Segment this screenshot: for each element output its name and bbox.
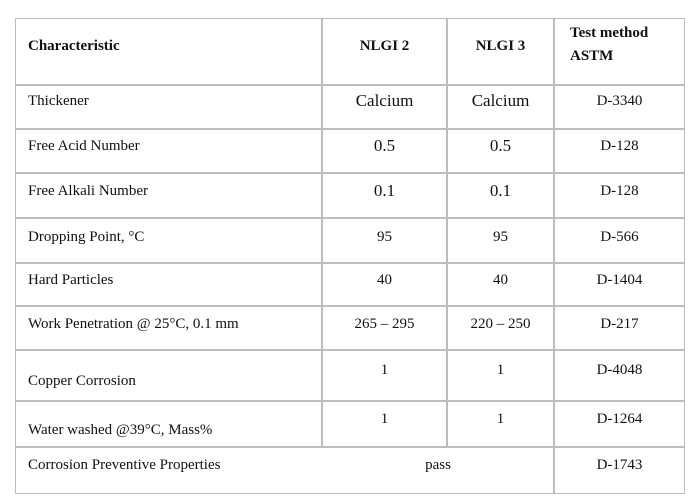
- cell-nlgi3: 0.5: [489, 136, 512, 155]
- cell-characteristic: Water washed @39°C, Mass%: [28, 422, 213, 438]
- cell-characteristic: Corrosion Preventive Properties: [28, 457, 221, 473]
- row-divider: [15, 84, 685, 86]
- cell-nlgi3: 95: [493, 229, 508, 245]
- cell-nlgi2: 95: [377, 229, 392, 245]
- row-divider: [15, 305, 685, 307]
- row-divider: [15, 446, 685, 448]
- cell-characteristic: Hard Particles: [28, 272, 114, 288]
- cell-characteristic: Free Alkali Number: [28, 183, 148, 199]
- cell-characteristic: Work Penetration @ 25°C, 0.1 mm: [28, 316, 239, 332]
- table-border-left: [15, 18, 16, 494]
- cell-merged-value: pass: [425, 457, 451, 473]
- row-divider: [15, 400, 685, 402]
- cell-nlgi2: 0.5: [373, 136, 396, 155]
- row-divider: [15, 262, 685, 264]
- cell-characteristic: Copper Corrosion: [28, 373, 136, 389]
- cell-astm: D-566: [600, 229, 639, 245]
- cell-nlgi2: 1: [380, 362, 389, 378]
- cell-nlgi2: 40: [377, 272, 392, 288]
- cell-characteristic: Thickener: [28, 93, 89, 109]
- cell-astm: D-128: [600, 138, 639, 154]
- cell-astm: D-217: [600, 316, 639, 332]
- header-nlgi2: NLGI 2: [359, 38, 410, 54]
- cell-nlgi3: 1: [496, 362, 505, 378]
- cell-nlgi3: 40: [493, 272, 508, 288]
- cell-characteristic: Free Acid Number: [28, 138, 140, 154]
- header-test-method: Test method: [570, 25, 649, 41]
- cell-astm: D-3340: [596, 93, 643, 109]
- cell-nlgi2: 265 – 295: [354, 316, 415, 332]
- cell-astm: D-1743: [596, 457, 643, 473]
- cell-nlgi2: Calcium: [355, 91, 414, 110]
- table-border-bottom: [15, 493, 685, 494]
- row-divider: [15, 349, 685, 351]
- table-border-top: [15, 18, 685, 19]
- row-divider: [15, 172, 685, 174]
- cell-astm: D-4048: [596, 362, 643, 378]
- cell-nlgi3: 0.1: [489, 181, 512, 200]
- table-border-right: [684, 18, 685, 494]
- cell-nlgi3: 220 – 250: [470, 316, 531, 332]
- cell-nlgi2: 0.1: [373, 181, 396, 200]
- header-characteristic: Characteristic: [28, 38, 120, 54]
- header-nlgi3: NLGI 3: [475, 38, 526, 54]
- cell-characteristic: Dropping Point, °C: [28, 229, 145, 245]
- row-divider: [15, 217, 685, 219]
- header-astm: ASTM: [570, 48, 614, 64]
- cell-nlgi3: 1: [496, 411, 505, 427]
- cell-astm: D-1264: [596, 411, 643, 427]
- cell-nlgi3: Calcium: [471, 91, 530, 110]
- row-divider: [15, 128, 685, 130]
- cell-astm: D-128: [600, 183, 639, 199]
- cell-astm: D-1404: [596, 272, 643, 288]
- cell-nlgi2: 1: [380, 411, 389, 427]
